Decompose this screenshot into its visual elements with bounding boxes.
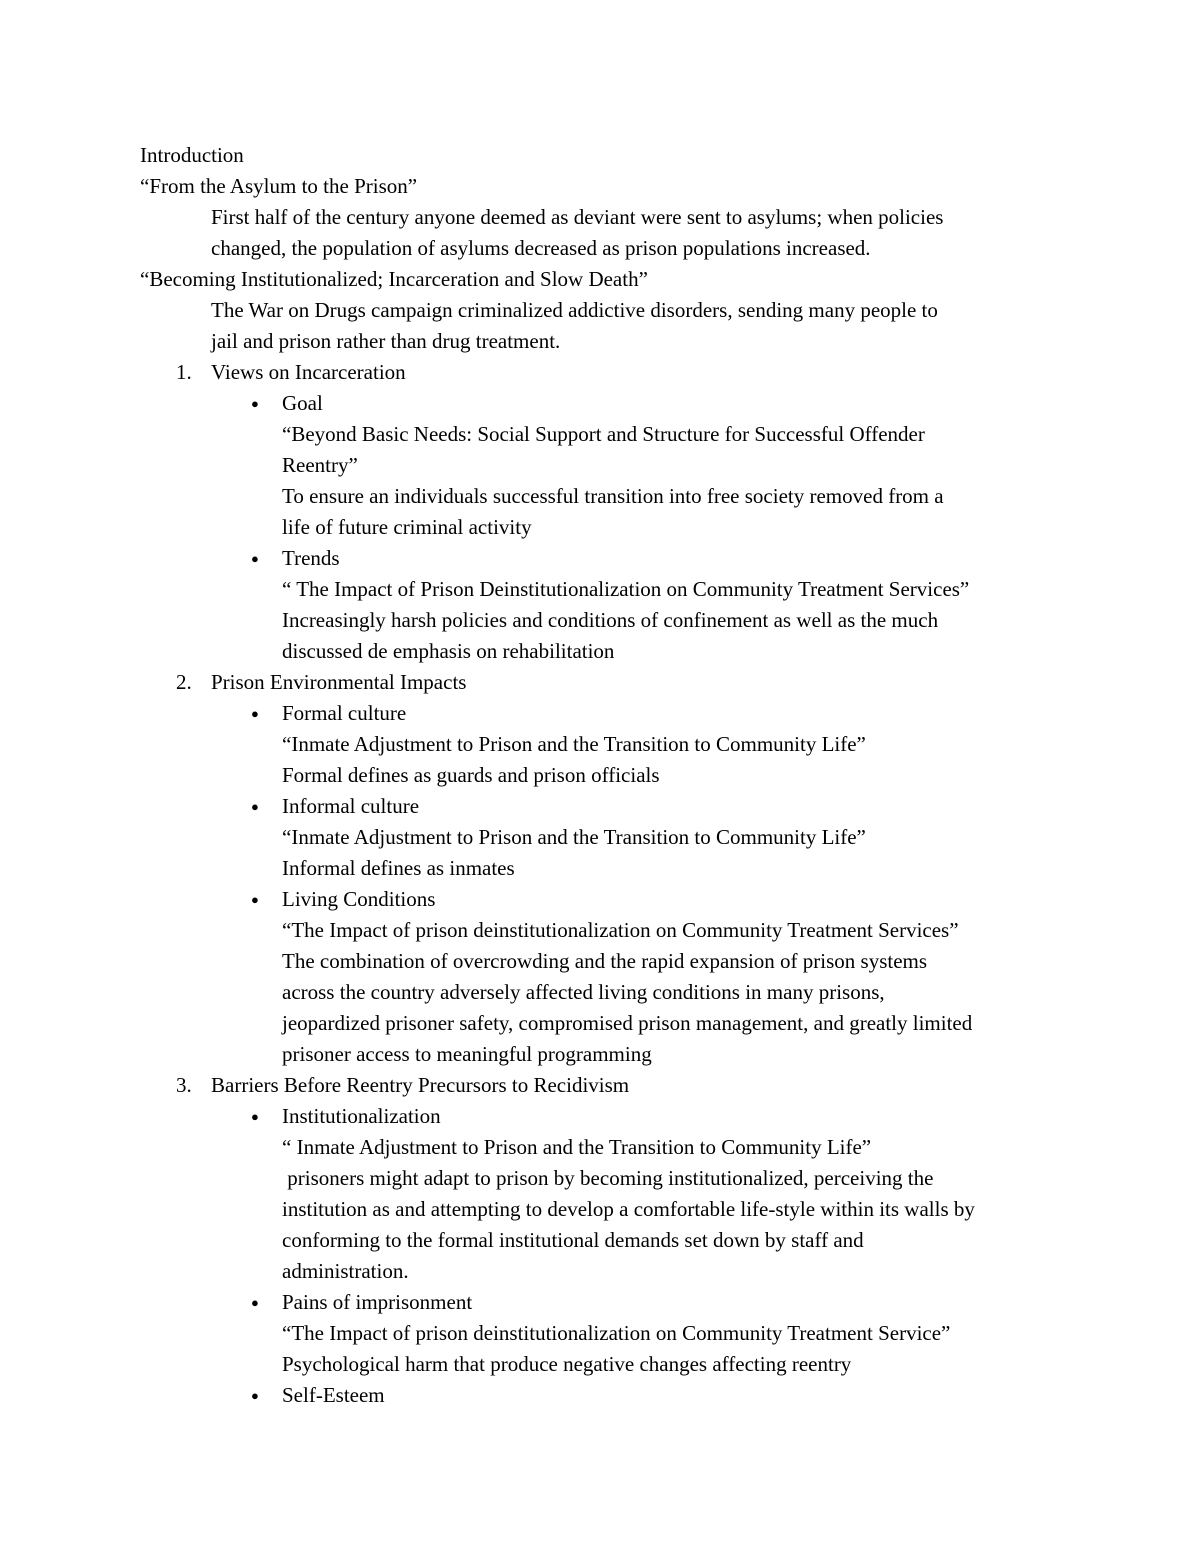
bullet-icon: ● — [251, 892, 259, 907]
bullet-text-line: across the country adversely affected living conditions in many prisons, — [282, 980, 885, 1004]
intro-heading: Introduction — [140, 143, 244, 167]
item-number: 3. — [176, 1073, 192, 1097]
section-1-text-line: changed, the population of asylums decreased as prison populations increased. — [211, 236, 871, 260]
bullet-icon: ● — [251, 1295, 259, 1310]
bullet-text-line: jeopardized prisoner safety, compromised prison management, and greatly limited — [282, 1011, 973, 1035]
bullet-icon: ● — [251, 1388, 259, 1403]
section-2-title: “Becoming Institutionalized; Incarceration and Slow Death” — [140, 267, 648, 291]
bullet-text-line: Formal defines as guards and prison officials — [282, 763, 660, 787]
bullet-label: Goal — [282, 391, 323, 415]
bullet-text-line: “The Impact of prison deinstitutionalization on Community Treatment Services” — [282, 918, 959, 942]
section-2-text-line: The War on Drugs campaign criminalized addictive disorders, sending many people to — [211, 298, 938, 322]
bullet-text-line: “ The Impact of Prison Deinstitutionalization on Community Treatment Services” — [282, 577, 970, 601]
bullet-text-line: Increasingly harsh policies and conditions of confinement as well as the much — [282, 608, 939, 632]
bullet-text-line: Psychological harm that produce negative changes affecting reentry — [282, 1352, 852, 1376]
bullet-formal-culture — [140, 698, 1070, 729]
bullet-label: Living Conditions — [282, 887, 436, 911]
bullet-text-line: conforming to the formal institutional demands set down by staff and — [282, 1228, 864, 1252]
bullet-icon: ● — [251, 1109, 259, 1124]
bullet-text-line: To ensure an individuals successful transition into free society removed from a — [282, 484, 944, 508]
bullet-icon: ● — [251, 551, 259, 566]
bullet-label: Trends — [282, 546, 340, 570]
bullet-text-line: “ Inmate Adjustment to Prison and the Transition to Community Life” — [282, 1135, 872, 1159]
bullet-informal-culture — [140, 791, 1070, 822]
document-body — [140, 140, 1070, 1411]
bullet-label: Formal culture — [282, 701, 407, 725]
bullet-text-line: The combination of overcrowding and the rapid expansion of prison systems — [282, 949, 928, 973]
numbered-item-views-on-incarceration — [140, 357, 1070, 388]
bullet-text-line: Reentry” — [282, 453, 358, 477]
bullet-living-conditions — [140, 884, 1070, 915]
bullet-pains-of-imprisonment — [140, 1287, 1070, 1318]
bullet-text-line: “Inmate Adjustment to Prison and the Transition to Community Life” — [282, 732, 866, 756]
numbered-item-prison-environmental-impacts — [140, 667, 1070, 698]
numbered-item-barriers-before-reentry — [140, 1070, 1070, 1101]
section-1-text-line: First half of the century anyone deemed as deviant were sent to asylums; when policies — [211, 205, 944, 229]
bullet-label: Self-Esteem — [282, 1383, 385, 1407]
section-1-title: “From the Asylum to the Prison” — [140, 174, 418, 198]
item-title: Barriers Before Reentry Precursors to Recidivism — [211, 1073, 630, 1097]
bullet-self-esteem — [140, 1380, 1070, 1411]
item-title: Prison Environmental Impacts — [211, 670, 467, 694]
bullet-text-line: life of future criminal activity — [282, 515, 532, 539]
bullet-goal — [140, 388, 1070, 419]
item-number: 2. — [176, 670, 192, 694]
bullet-icon: ● — [251, 706, 259, 721]
bullet-institutionalization — [140, 1101, 1070, 1132]
bullet-label: Institutionalization — [282, 1104, 441, 1128]
bullet-text-line: prisoner access to meaningful programming — [282, 1042, 652, 1066]
bullet-text-line: institution as and attempting to develop a comfortable life-style within its walls by — [282, 1197, 975, 1221]
item-number: 1. — [176, 360, 192, 384]
item-title: Views on Incarceration — [211, 360, 406, 384]
bullet-text-line: “Beyond Basic Needs: Social Support and Structure for Successful Offender — [282, 422, 925, 446]
bullet-text-line: “The Impact of prison deinstitutionalization on Community Treatment Service” — [282, 1321, 951, 1345]
bullet-text-line: discussed de emphasis on rehabilitation — [282, 639, 615, 663]
bullet-text-line: “Inmate Adjustment to Prison and the Transition to Community Life” — [282, 825, 866, 849]
bullet-text-line: Informal defines as inmates — [282, 856, 515, 880]
bullet-icon: ● — [251, 799, 259, 814]
bullet-text-line: administration. — [282, 1259, 409, 1283]
bullet-text-line: prisoners might adapt to prison by becoming institutionalized, perceiving the — [282, 1166, 934, 1190]
bullet-icon: ● — [251, 396, 259, 411]
section-2-text-line: jail and prison rather than drug treatment. — [211, 329, 561, 353]
bullet-trends — [140, 543, 1070, 574]
bullet-label: Informal culture — [282, 794, 420, 818]
bullet-label: Pains of imprisonment — [282, 1290, 473, 1314]
